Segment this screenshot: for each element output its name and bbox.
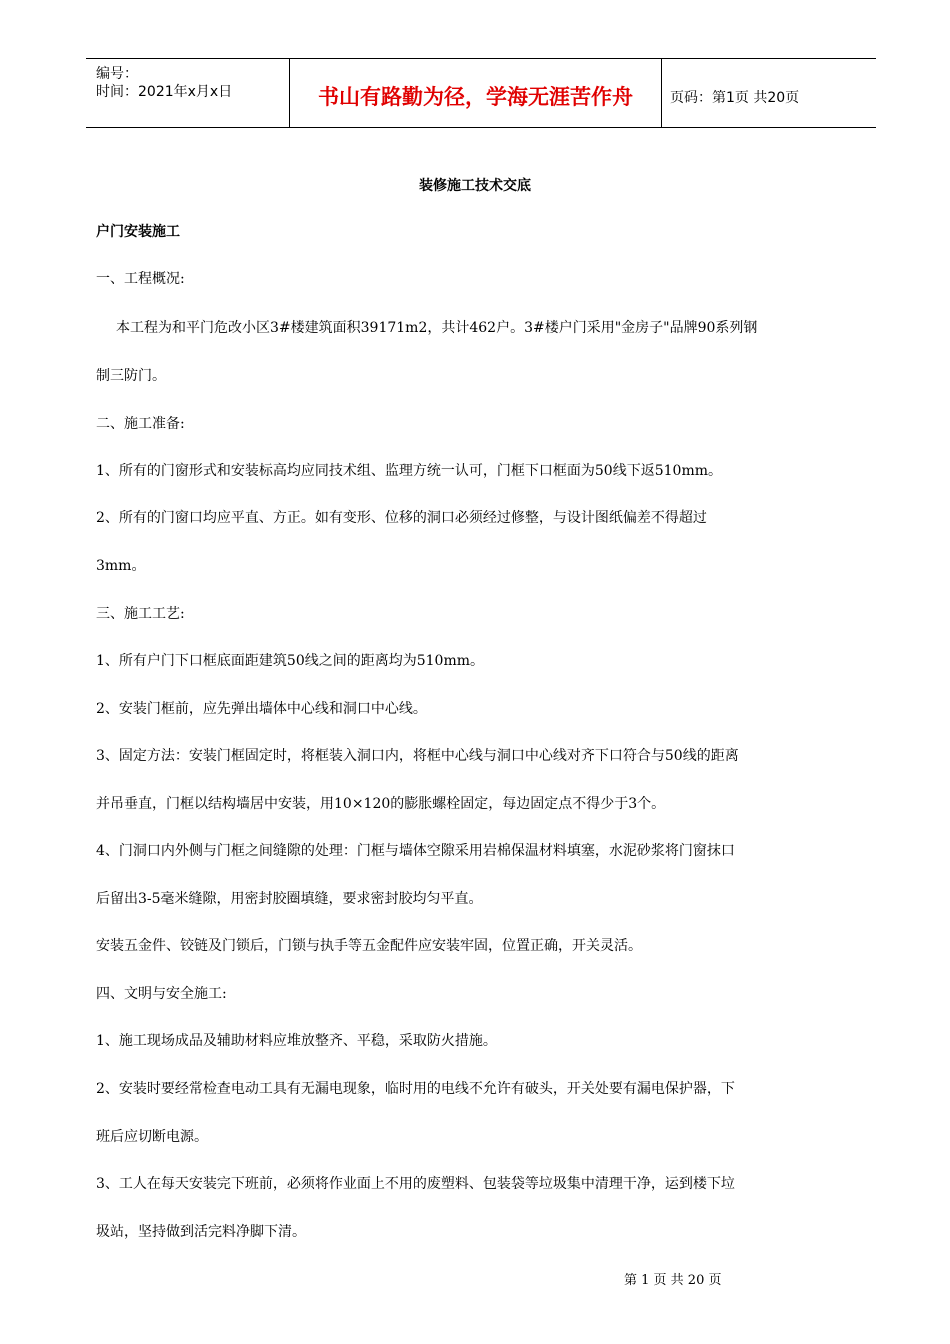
header-motto-cell <box>289 59 662 127</box>
paragraph-line: 3、工人在每天安装完下班前，必须将作业面上不用的废塑料、包装袋等垃圾集中清理干净，运到楼下垃 <box>96 1176 735 1192</box>
paragraph-line: 2、安装时要经常检查电动工具有无漏电现象，临时用的电线不允许有破头，开关处要有漏电保护器，下 <box>96 1081 735 1097</box>
paragraph-line: 并吊垂直，门框以结构墙居中安装，用10×120的膨胀螺栓固定，每边固定点不得少于3个。 <box>96 796 666 812</box>
date-label: 时间：2021年x月x日 <box>96 84 233 100</box>
paragraph-line: 1、施工现场成品及辅助材料应堆放整齐、平稳，采取防火措施。 <box>96 1033 497 1049</box>
paragraph-line: 安装五金件、铰链及门锁后，门锁与执手等五金配件应安装牢固，位置正确，开关灵活。 <box>96 938 642 954</box>
paragraph-line: 制三防门。 <box>96 368 166 384</box>
header-motto: 书山有路勤为径，学海无涯苦作舟 <box>318 85 633 109</box>
paragraph-line: 3mm。 <box>96 558 146 574</box>
paragraph-line: 后留出3-5毫米缝隙，用密封胶圈填缝，要求密封胶均匀平直。 <box>96 891 483 907</box>
paragraph-line: 本工程为和平门危改小区3#楼建筑面积39171m2，共计462户。3#楼户门采用"金房子"品牌90系列钢 <box>116 320 758 336</box>
paragraph-line: 1、所有户门下口框底面距建筑50线之间的距离均为510mm。 <box>96 653 484 669</box>
paragraph-line: 4、门洞口内外侧与门框之间缝隙的处理：门框与墙体空隙采用岩棉保温材料填塞，水泥砂浆将门窗抹口 <box>96 843 735 859</box>
paragraph-line: 3、固定方法：安装门框固定时，将框装入洞口内，将框中心线与洞口中心线对齐下口符合与50线的距离 <box>96 748 739 764</box>
paragraph-line: 二、施工准备: <box>96 416 185 432</box>
page-header <box>86 58 876 128</box>
page-footer: 第 1 页 共 20 页 <box>624 1273 722 1288</box>
number-label: 编号： <box>96 66 138 82</box>
header-page-number: 页码：第1页 共20页 <box>670 90 800 106</box>
document-title: 装修施工技术交底 <box>419 178 531 194</box>
paragraph-line: 班后应切断电源。 <box>96 1129 208 1145</box>
paragraph-line: 1、所有的门窗形式和安装标高均应同技术组、监理方统一认可，门框下口框面为50线下返510mm。 <box>96 463 722 479</box>
paragraph-line: 四、文明与安全施工: <box>96 986 227 1002</box>
paragraph-line: 2、所有的门窗口均应平直、方正。如有变形、位移的洞口必须经过修整，与设计图纸偏差不得超过 <box>96 510 707 526</box>
header-info-cell <box>86 59 289 127</box>
paragraph-line: 2、安装门框前，应先弹出墙体中心线和洞口中心线。 <box>96 701 427 717</box>
paragraph-line: 三、施工工艺: <box>96 606 185 622</box>
section-title: 户门安装施工 <box>96 224 180 240</box>
paragraph-line: 一、工程概况: <box>96 271 185 287</box>
paragraph-line: 圾站，坚持做到活完料净脚下清。 <box>96 1224 306 1240</box>
header-page-cell <box>662 59 876 127</box>
